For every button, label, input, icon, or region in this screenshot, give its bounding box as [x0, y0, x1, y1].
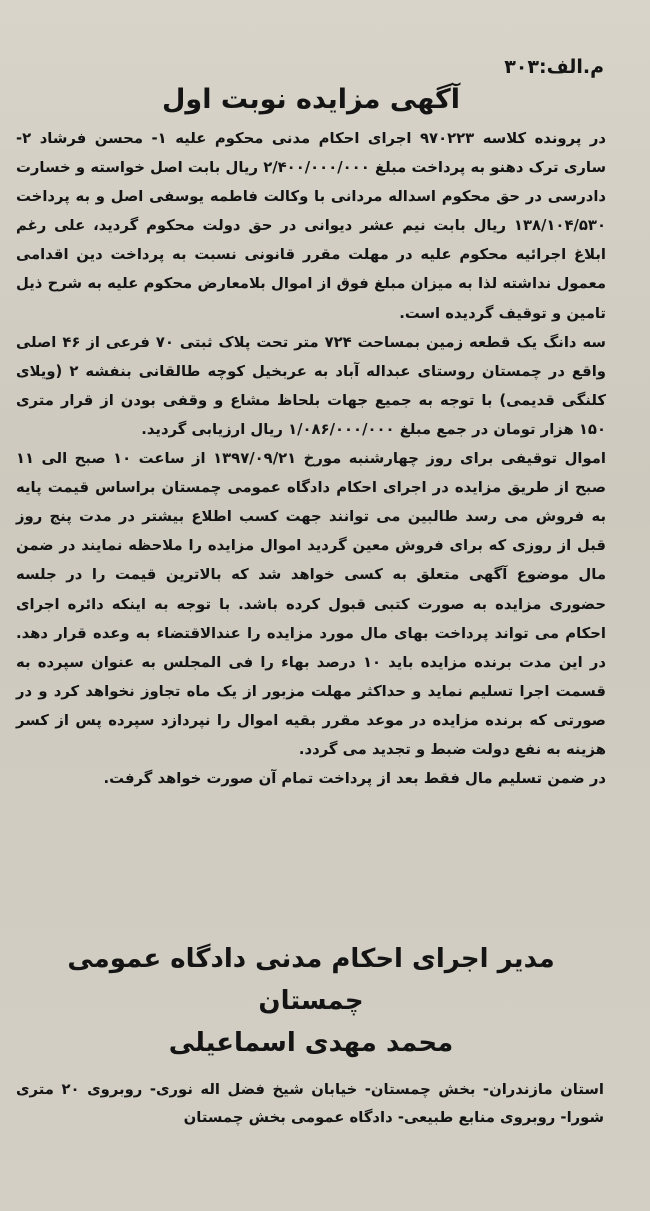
signature-name: محمد مهدی اسماعیلی — [168, 1028, 454, 1058]
paragraph-property: سه دانگ یک قطعه زمین بمساحت ۷۲۴ متر تحت پلاک ثبتی ۷۰ فرعی از ۴۶ اصلی واقع در چمستان روستای عبداله آباد به عربخیل کوچه طالقانی بنفشه ۲ (ویلای کلنگی قدیمی) با توجه به جمیع جهات بلحاظ مشاع و وقفی بودن از قرار متری ۱۵۰ هزار تومان در جمع مبلغ ۱/۰۸۶/۰۰۰/۰۰۰ ریال ارزیابی گردید. — [16, 333, 606, 438]
paragraph-auction-terms: اموال توقیفی برای روز چهارشنبه مورخ ۱۳۹۷/۰۹/۲۱ از ساعت ۱۰ صبح الی ۱۱ صبح از طریق مزایده در اجرای احکام دادگاه عمومی چمستان براساس قیمت پایه به فروش می رسد طالبین می توانند جهت کسب اطلاع بیشتر در مدت پنج روز قبل از روزی که برای فروش معین گردید اموال مزایده را ملاحظه نمایند در ضمن مال موضوع آگهی متعلق به کسی خواهد شد که بالاترین قیمت را در جلسه حضوری مزایده به صورت کتبی قبول کرده باشد. با توجه به اینکه دائره اجرای احکام می تواند پرداخت بهای مال مورد مزایده را عندالاقتضاء به وعده قرار دهد. در این مدت برنده مزایده باید ۱۰ درصد بهاء را فی المجلس به عنوان سپرده به قسمت اجرا تسلیم نماید و حداکثر مهلت مزبور از یک ماه تجاوز نخواهد کرد و در صورتی که برنده مزایده در موعد مقرر بقیه اموال را نپردازد سپرده پس از کسر هزینه به نفع دولت ضبط و تجدید می گردد. — [16, 450, 606, 758]
signature-block — [14, 938, 608, 1064]
auction-notice — [14, 38, 608, 1194]
signature-role: مدیر اجرای احکام مدنی دادگاه عمومی چمستان — [67, 944, 555, 1016]
paragraph-delivery: در ضمن تسلیم مال فقط بعد از پرداخت تمام آن صورت خواهد گرفت. — [103, 770, 606, 788]
paragraph-case: در پرونده کلاسه ۹۷۰۲۲۳ اجرای احکام مدنی محکوم علیه ۱- محسن فرشاد ۲-ساری ترک دهنو به پرداخت مبلغ ۲/۴۰۰/۰۰۰/۰۰۰ ریال بابت اصل خواسته و خسارت دادرسی در حق محکوم اسداله مردانی با وکالت فاطمه یوسفی اصل و به پرداخت ۱۳۸/۱۰۴/۵۳۰ ریال بابت نیم عشر دیوانی در حق دولت محکوم گردید، علی رغم ابلاغ اجرائیه محکوم علیه در مهلت مقرر قانونی نسبت به پرداخت دین اقدامی معمول نداشته لذا به میزان مبلغ فوق از اموال بلامعارض محکوم علیه به شرح ذیل تامین و توقیف گردیده است. — [16, 130, 607, 322]
notice-title: آگهی مزایده نوبت اول — [162, 84, 460, 115]
court-address: استان مازندران- بخش چمستان- خیابان شیخ فضل اله نوری- روبروی ۲۰ متری شورا- روبروی منابع طبیعی- دادگاه عمومی بخش چمستان — [16, 1081, 604, 1126]
notice-body — [16, 124, 606, 793]
notice-code: م.الف:۳۰۳ — [504, 56, 604, 78]
